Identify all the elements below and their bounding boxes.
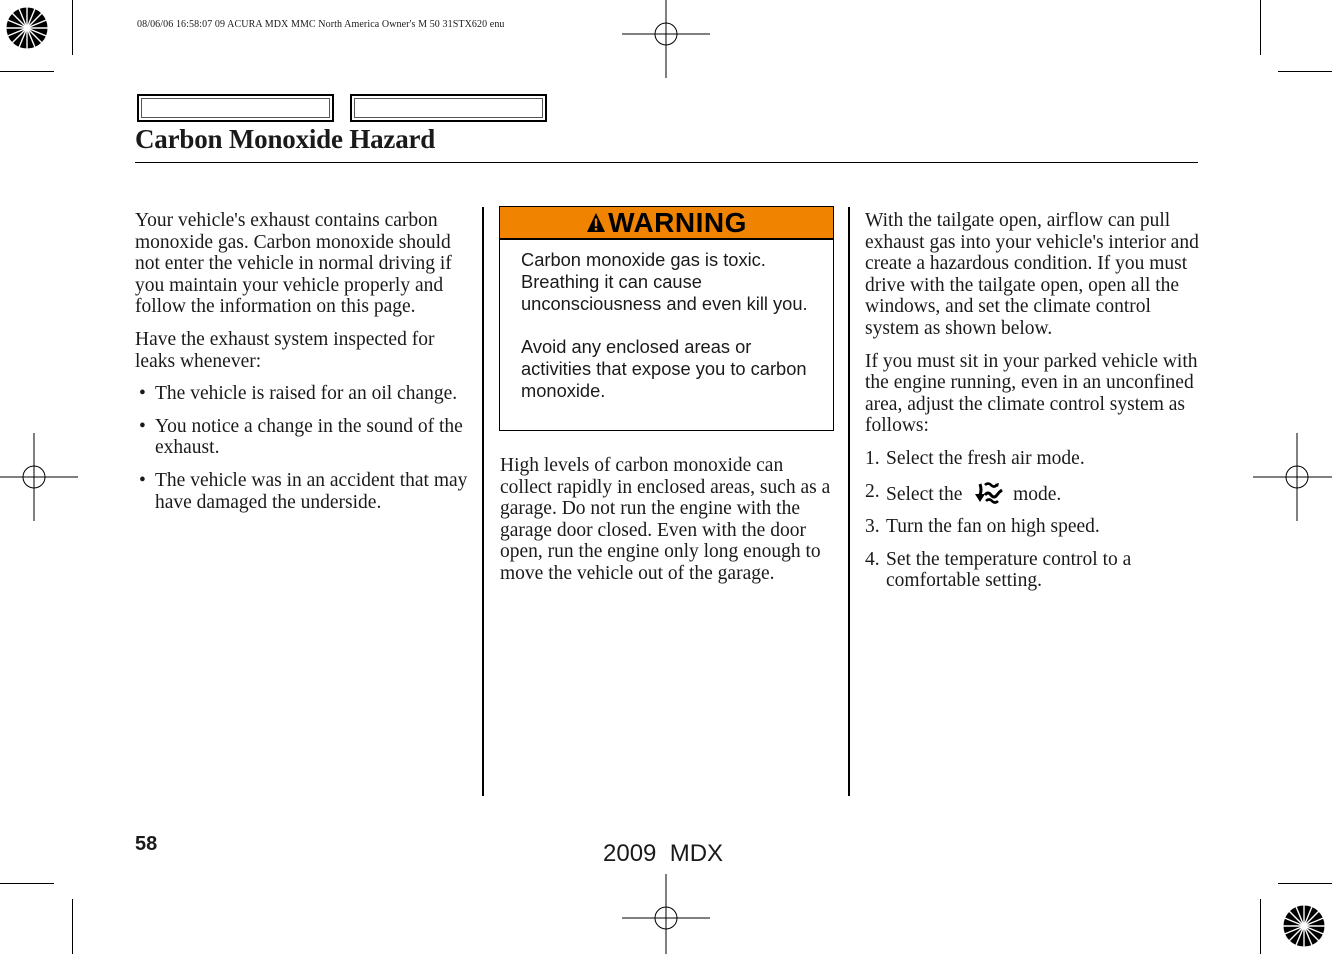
page-number: 58	[135, 833, 158, 855]
nav-tab-next[interactable]	[350, 94, 547, 122]
column-divider	[848, 207, 850, 796]
garage-paragraph: High levels of carbon monoxide can collect rapidly in enclosed areas, such as a garage. Do not run the engine with the garage door closed. Even with the door open, run the engine only long enough to move the vehicle out of the garage.	[500, 455, 831, 584]
list-item: • You notice a change in the sound of the exhaust.	[139, 415, 463, 459]
footer-model: 2009 MDX	[603, 840, 724, 867]
warning-text-toxic: Carbon monoxide gas is toxic. Breathing it can cause unconsciousness and even kill you.	[521, 249, 808, 314]
column-middle	[500, 455, 836, 596]
page-title: Carbon Monoxide Hazard	[135, 124, 436, 154]
list-item: 2. Select the mode.	[865, 480, 1062, 505]
bullet-icon: •	[139, 469, 146, 491]
warning-text-avoid: Avoid any enclosed areas or activities that expose you to carbon monoxide.	[521, 336, 807, 401]
column-divider	[482, 207, 484, 796]
tailgate-paragraph: With the tailgate open, airflow can pull exhaust gas into your vehicle's interior and create a hazardous condition. If you must drive with the tailgate open, open all the windows, and set the climate control system as shown below.	[865, 210, 1199, 339]
column-right	[865, 210, 1201, 603]
warning-header	[500, 207, 833, 240]
list-item: • The vehicle is raised for an oil change.	[139, 383, 458, 405]
bullet-icon: •	[139, 383, 146, 405]
list-item: • The vehicle was in an accident that may have damaged the underside.	[139, 469, 468, 513]
list-item: 1. Select the fresh air mode.	[865, 447, 1085, 469]
bullet-icon: •	[139, 415, 146, 437]
warning-triangle-icon	[586, 212, 606, 234]
warning-body	[500, 240, 833, 402]
nav-tab-previous[interactable]	[137, 94, 334, 122]
exhaust-intro-paragraph: Your vehicle's exhaust contains carbon monoxide gas. Carbon monoxide should not enter the vehicle in normal driving if you maintain your vehicle properly and follow the information on this page.	[135, 210, 452, 318]
title-rule	[135, 162, 1198, 163]
floor-defrost-mode-icon	[971, 481, 1005, 505]
list-item: 3. Turn the fan on high speed.	[865, 516, 1100, 538]
print-slug: 08/06/06 16:58:07 09 ACURA MDX MMC North America Owner's M 50 31STX620 enu	[137, 19, 505, 30]
inspection-paragraph: Have the exhaust system inspected for leaks whenever:	[135, 328, 435, 372]
warning-box	[499, 206, 834, 431]
column-left	[135, 210, 471, 524]
list-item: 4. Set the temperature control to a comfortable setting.	[865, 548, 1132, 592]
parked-vehicle-paragraph: If you must sit in your parked vehicle with the engine running, even in an unconfined area, adjust the climate control system as follows:	[865, 350, 1198, 437]
warning-heading: WARNING	[608, 206, 747, 238]
